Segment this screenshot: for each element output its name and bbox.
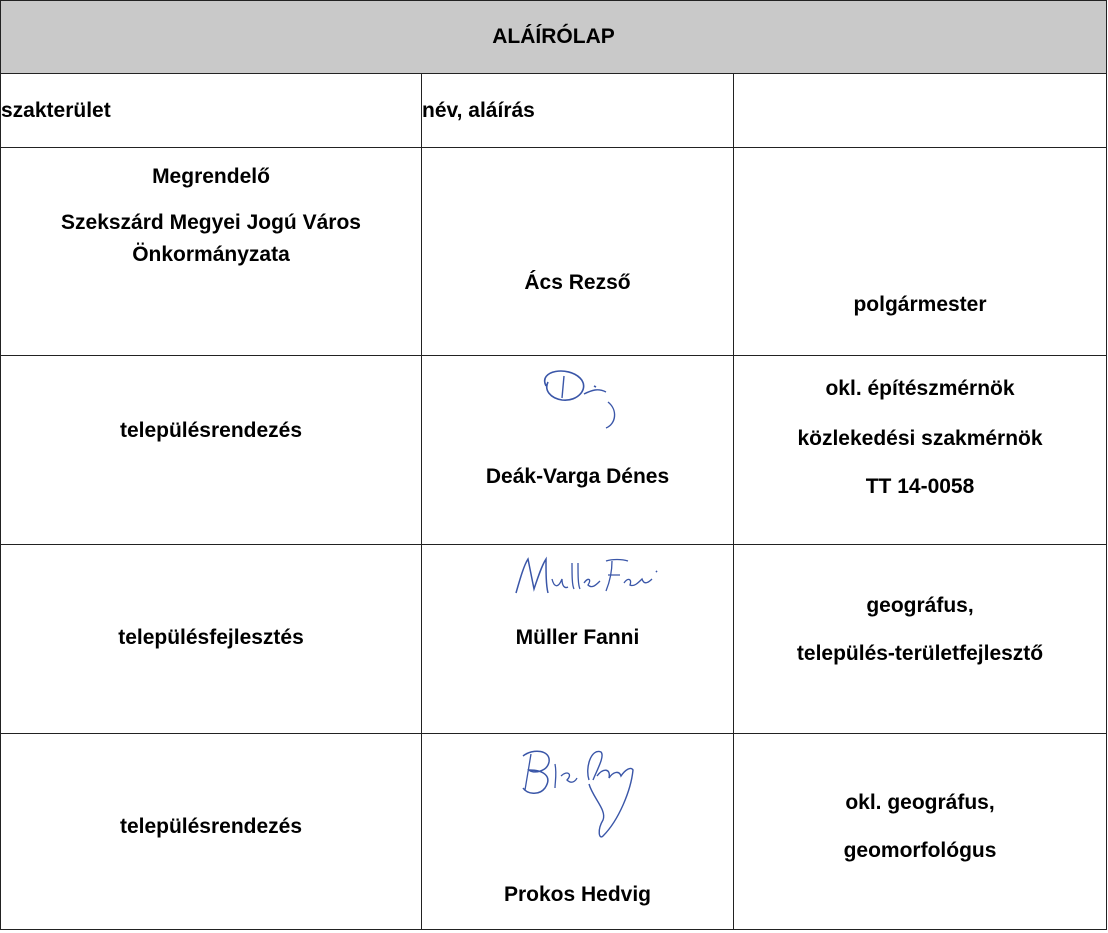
- role-line: geomorfológus: [843, 839, 997, 862]
- role-line: okl. építészmérnök: [825, 377, 1015, 400]
- role-line: közlekedési szakmérnök: [797, 427, 1043, 450]
- field-line: településfejlesztés: [118, 626, 304, 649]
- role-line: TT 14-0058: [865, 475, 975, 498]
- name-cell: [422, 545, 734, 734]
- name-cell: [422, 148, 734, 356]
- field-cell: [1, 356, 422, 545]
- field-line: településrendezés: [119, 419, 303, 442]
- table-row: [1, 148, 1107, 356]
- field-cell: [1, 545, 422, 734]
- role-line: geográfus,: [866, 594, 974, 617]
- signature-muller-icon: [422, 549, 733, 605]
- role-line: település-területfejlesztő: [796, 642, 1044, 665]
- signature-deak-varga-icon: [422, 364, 733, 440]
- role-line: polgármester: [853, 293, 987, 316]
- header-empty: [734, 74, 1107, 148]
- header-row: [1, 74, 1107, 148]
- field-cell: [1, 734, 422, 930]
- person-name: Ács Rezső: [524, 271, 631, 294]
- name-cell: [422, 356, 734, 545]
- role-cell: [734, 356, 1107, 545]
- person-name: Prokos Hedvig: [503, 883, 652, 906]
- table-row: [1, 356, 1107, 545]
- field-line: Megrendelő: [152, 165, 270, 188]
- name-cell: [422, 734, 734, 930]
- table-row: [1, 545, 1107, 734]
- field-cell: [1, 148, 422, 356]
- sheet-title: ALÁÍRÓLAP: [1, 1, 1107, 74]
- signature-prokos-icon: [422, 740, 733, 844]
- role-cell: [734, 734, 1107, 930]
- header-field: szakterület: [1, 74, 422, 148]
- person-name: Deák-Varga Dénes: [485, 465, 670, 488]
- field-line: Szekszárd Megyei Jogú Város: [61, 211, 361, 234]
- field-line: településrendezés: [119, 815, 303, 838]
- role-cell: [734, 148, 1107, 356]
- title-row: [1, 1, 1107, 74]
- role-line: okl. geográfus,: [845, 791, 995, 814]
- header-name-signature: név, aláírás: [422, 74, 734, 148]
- role-cell: [734, 545, 1107, 734]
- table-row: [1, 734, 1107, 930]
- field-line: Önkormányzata: [132, 243, 290, 266]
- person-name: Müller Fanni: [515, 626, 640, 649]
